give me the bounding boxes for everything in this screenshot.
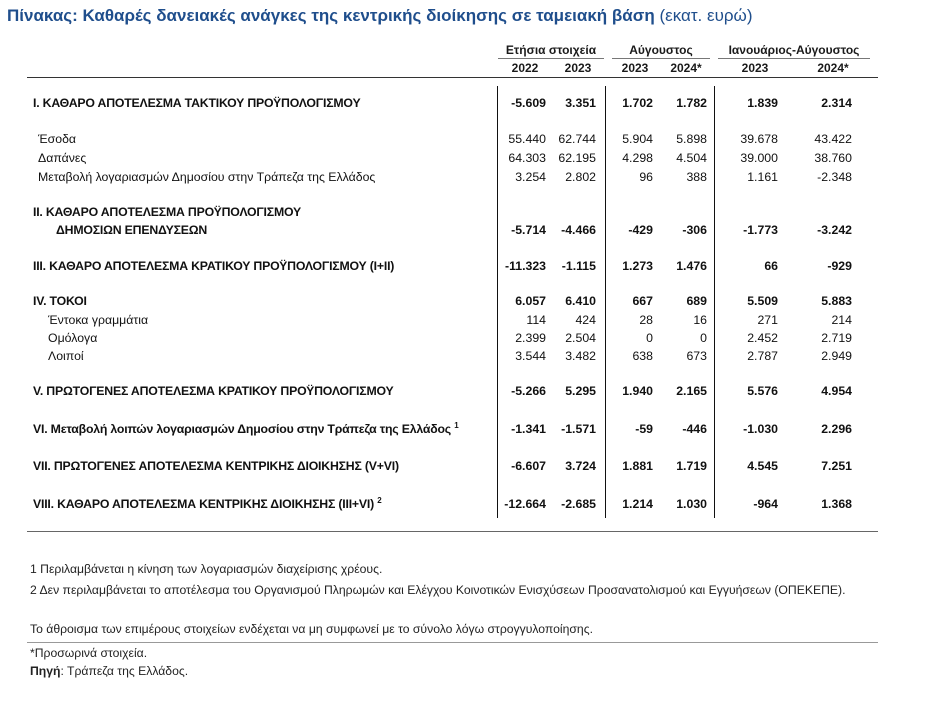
row-label: VIII. ΚΑΘΑΡΟ ΑΠΟΤΕΛΕΣΜΑ ΚΕΝΤΡΙΚΗΣ ΔΙΟΙΚΗΣΗΣ (III+VI) (33, 497, 375, 511)
table-cell: 0 (646, 331, 653, 345)
row-label: Δαπάνες (38, 151, 87, 165)
table-cell: 1.782 (676, 96, 707, 110)
table-cell: 0 (700, 331, 707, 345)
row-label: Μεταβολή λογαριασμών Δημοσίου στην Τράπεζα της Ελλάδος (38, 170, 376, 184)
table-cell: 388 (686, 170, 707, 184)
page-title (7, 6, 753, 26)
table-cell: -964 (753, 497, 778, 511)
row-label: VI. Μεταβολή λοιπών λογαριασμών Δημοσίου στην Τράπεζα της Ελλάδος (33, 422, 451, 436)
table-cell: 3.351 (565, 96, 596, 110)
footnote-1: 1 Περιλαμβάνεται η κίνηση των λογαριασμών διαχείρισης χρέους. (30, 562, 383, 576)
table-cell: 43.422 (814, 132, 852, 146)
column-divider (714, 86, 715, 518)
table-cell: 39.000 (740, 151, 778, 165)
table-cell: 4.954 (821, 384, 852, 398)
table-cell: -2.685 (561, 497, 596, 511)
table-cell: 2.787 (747, 349, 778, 363)
table-cell: -11.323 (504, 259, 546, 273)
source-note (30, 664, 188, 678)
table-cell: 2.949 (821, 349, 852, 363)
table-cell: 1.476 (676, 259, 707, 273)
header-year: 2024* (670, 61, 702, 75)
table-cell: 1.368 (821, 497, 852, 511)
row-label-wrap (33, 422, 458, 436)
table-bottom-rule (27, 531, 878, 532)
header-year: 2023 (741, 61, 769, 75)
table-cell: 62.744 (558, 132, 596, 146)
table-cell: 1.940 (622, 384, 653, 398)
table-cell: 6.410 (565, 294, 596, 308)
footnote-ref: 1 (454, 420, 459, 430)
row-label: I. ΚΑΘΑΡΟ ΑΠΟΤΕΛΕΣΜΑ ΤΑΚΤΙΚΟΥ ΠΡΟΫΠΟΛΟΓΙΣΜΟΥ (33, 96, 361, 110)
table-cell: 3.482 (565, 349, 596, 363)
table-cell: -446 (682, 422, 707, 436)
table-cell: 3.724 (565, 459, 596, 473)
table-cell: 271 (757, 313, 778, 327)
table-cell: -306 (682, 223, 707, 237)
group-underline (718, 58, 870, 59)
table-cell: 2.296 (821, 422, 852, 436)
table-cell: 5.295 (565, 384, 596, 398)
row-label: II. ΚΑΘΑΡΟ ΑΠΟΤΕΛΕΣΜΑ ΠΡΟΫΠΟΛΟΓΙΣΜΟΥ (33, 205, 302, 219)
footnote-2: 2 Δεν περιλαμβάνεται το αποτέλεσμα του Οργανισμού Πληρωμών και Ελέγχου Κοινοτικών Ενισχύσεων Προσανατολισμού και Εγγυήσεων (ΟΠΕΚΕΠΕ). (30, 583, 846, 597)
table-cell: -1.571 (561, 422, 596, 436)
table-cell: -929 (827, 259, 852, 273)
table-cell: -5.609 (511, 96, 546, 110)
header-year: 2023 (564, 61, 592, 75)
table-cell: 5.509 (747, 294, 778, 308)
table-cell: -1.773 (743, 223, 778, 237)
table-cell: 214 (831, 313, 852, 327)
table-cell: 3.544 (515, 349, 546, 363)
table-cell: 5.576 (747, 384, 778, 398)
provisional-note: *Προσωρινά στοιχεία. (30, 646, 148, 660)
table-cell: -1.115 (561, 259, 596, 273)
header-year: 2022 (511, 61, 539, 75)
table-cell: 4.298 (622, 151, 653, 165)
table-cell: 64.303 (508, 151, 546, 165)
table-cell: 1.719 (676, 459, 707, 473)
table-cell: 2.314 (821, 96, 852, 110)
row-label: VII. ΠΡΩΤΟΓΕΝΕΣ ΑΠΟΤΕΛΕΣΜΑ ΚΕΝΤΡΙΚΗΣ ΔΙΟΙΚΗΣΗΣ (V+VI) (33, 459, 399, 473)
table-cell: 28 (639, 313, 653, 327)
table-cell: 673 (686, 349, 707, 363)
row-label: Λοιποί (48, 349, 84, 363)
table-cell: 1.161 (747, 170, 778, 184)
table-cell: -5.266 (511, 384, 546, 398)
table-cell: 2.165 (676, 384, 707, 398)
table-cell: 638 (632, 349, 653, 363)
table-cell: 424 (575, 313, 596, 327)
table-cell: 2.719 (821, 331, 852, 345)
table-cell: -5.714 (511, 223, 546, 237)
table-cell: 5.898 (676, 132, 707, 146)
header-group-august: Αύγουστος (629, 43, 693, 57)
footnote-ref: 2 (377, 495, 382, 505)
table-cell: 55.440 (508, 132, 546, 146)
table-cell: 5.904 (622, 132, 653, 146)
table-cell: -12.664 (504, 497, 546, 511)
row-label: V. ΠΡΩΤΟΓΕΝΕΣ ΑΠΟΤΕΛΕΣΜΑ ΚΡΑΤΙΚΟΥ ΠΡΟΫΠΟΛΟΓΙΣΜΟΥ (33, 384, 394, 398)
group-underline (498, 58, 604, 59)
table-cell: -59 (635, 422, 653, 436)
row-label: Έντοκα γραμμάτια (48, 313, 149, 327)
table-cell: 5.883 (821, 294, 852, 308)
row-label: Έσοδα (38, 132, 77, 146)
title-main: Πίνακας: Καθαρές δανειακές ανάγκες της κεντρικής διοίκησης σε ταμειακή βάση (7, 6, 655, 25)
table-cell: 2.452 (747, 331, 778, 345)
table-cell: 4.504 (676, 151, 707, 165)
table-cell: -3.242 (817, 223, 852, 237)
table-cell: 2.399 (515, 331, 546, 345)
group-underline (612, 58, 710, 59)
table-cell: 16 (693, 313, 707, 327)
table-cell: 114 (526, 313, 546, 327)
table-cell: 39.678 (740, 132, 778, 146)
table-cell: -6.607 (511, 459, 546, 473)
row-label-continued: ΔΗΜΟΣΙΩΝ ΕΠΕΝΔΥΣΕΩΝ (56, 223, 208, 237)
table-cell: 1.214 (622, 497, 653, 511)
table-cell: 1.881 (622, 459, 653, 473)
header-group-annual: Ετήσια στοιχεία (505, 43, 597, 57)
table-cell: 1.702 (622, 96, 653, 110)
table-cell: 38.760 (814, 151, 852, 165)
header-group-jan-aug: Ιανουάριος-Αύγουστος (728, 43, 860, 57)
table-cell: 2.802 (565, 170, 596, 184)
table-cell: 689 (686, 294, 707, 308)
source-label: Πηγή (30, 664, 61, 678)
header-year: 2024* (817, 61, 849, 75)
table-cell: 96 (639, 170, 653, 184)
table-cell: 6.057 (515, 294, 546, 308)
row-label: IV. ΤΟΚΟΙ (33, 294, 87, 308)
row-label: Ομόλογα (48, 331, 98, 345)
table-cell: 2.504 (565, 331, 596, 345)
title-unit: (εκατ. ευρώ) (659, 6, 753, 25)
table-cell: -429 (628, 223, 653, 237)
table-cell: -1.341 (511, 422, 546, 436)
footnote-rule (27, 642, 878, 643)
table-cell: 7.251 (821, 459, 852, 473)
rounding-note: Το άθροισμα των επιμέρους στοιχείων ενδέχεται να μη συμφωνεί με το σύνολο λόγω στρογγυλοποίησης. (30, 622, 593, 636)
table-cell: -1.030 (743, 422, 778, 436)
table-cell: 1.273 (622, 259, 653, 273)
header-year: 2023 (621, 61, 649, 75)
header-rule (27, 77, 878, 78)
table-cell: 1.839 (747, 96, 778, 110)
table-cell: 1.030 (676, 497, 707, 511)
table-cell: 667 (632, 294, 653, 308)
source-text: : Τράπεζα της Ελλάδος. (60, 664, 189, 678)
table-cell: -4.466 (561, 223, 596, 237)
table-cell: 4.545 (747, 459, 778, 473)
row-label: III. ΚΑΘΑΡΟ ΑΠΟΤΕΛΕΣΜΑ ΚΡΑΤΙΚΟΥ ΠΡΟΫΠΟΛΟΓΙΣΜΟΥ (I+II) (33, 259, 395, 273)
table-cell: 3.254 (515, 170, 546, 184)
row-label-wrap (33, 497, 381, 511)
table-cell: 62.195 (558, 151, 596, 165)
table-cell: -2.348 (817, 170, 852, 184)
table-cell: 66 (764, 259, 778, 273)
